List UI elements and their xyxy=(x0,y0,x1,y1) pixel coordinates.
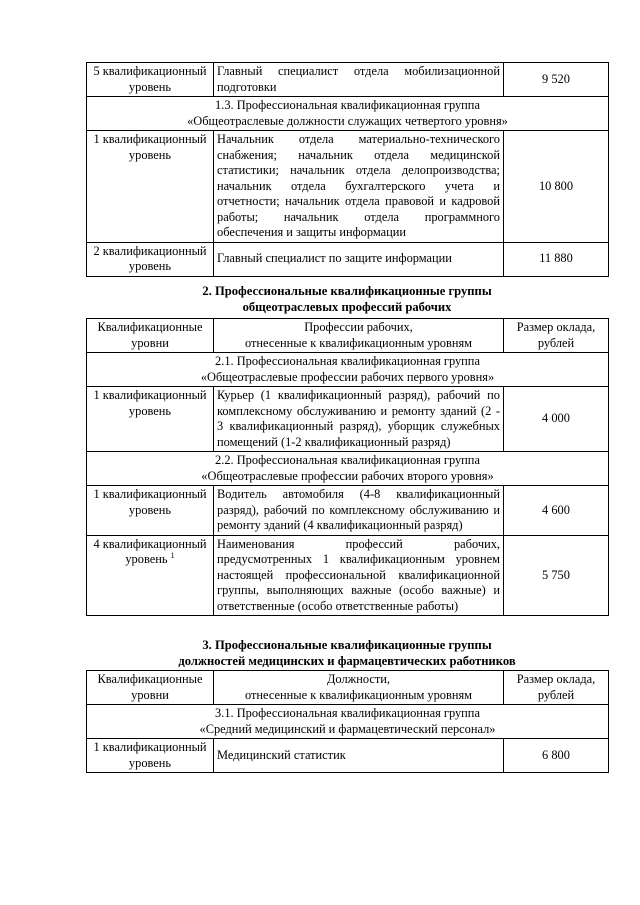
table-row xyxy=(87,486,609,536)
group-title: «Общеотраслевые профессии рабочих первого уровня» xyxy=(200,369,495,384)
salary-cell: 11 880 xyxy=(504,242,609,276)
profession-cell: Наименования профессий рабочих, предусмотренных 1 квалификационным уровнем настоящей профессиональной квалификационной группы, выполняющих важные (особо важные) и ответственные (особо ответственные работы) xyxy=(214,535,504,616)
level-cell: 5 квалификационный уровень xyxy=(87,63,214,97)
salary-cell: 4 600 xyxy=(504,486,609,536)
group-title: «Общеотраслевые должности служащих четвертого уровня» xyxy=(187,113,508,128)
group-title: «Общеотраслевые профессии рабочих второго уровня» xyxy=(201,468,494,483)
group-number: 2.1. Профессиональная квалификационная группа xyxy=(215,354,480,368)
table-row xyxy=(87,242,609,276)
header-positions xyxy=(214,671,504,705)
section-2-title-line1: 2. Профессиональные квалификационные группы xyxy=(202,284,492,298)
profession-cell: Водитель автомобиля (4-8 квалификационный разряд), рабочий по комплексному обслуживанию и ремонту зданий (4 квалификационный разряд) xyxy=(214,486,504,536)
group-row xyxy=(87,452,609,486)
group-row xyxy=(87,353,609,387)
salary-cell: 9 520 xyxy=(504,63,609,97)
group-title: «Средний медицинский и фармацевтический персонал» xyxy=(199,721,496,736)
salary-cell: 5 750 xyxy=(504,535,609,616)
group-heading xyxy=(87,452,609,486)
table-employee-positions xyxy=(86,62,609,277)
salary-cell: 6 800 xyxy=(504,739,609,773)
header-row xyxy=(87,319,609,353)
header-positions-line1: Должности, xyxy=(326,672,390,686)
table-row xyxy=(87,387,609,452)
table-row xyxy=(87,131,609,243)
level-line1: 4 квалификационный xyxy=(93,536,207,551)
header-levels: Квалификационные уровни xyxy=(87,671,214,705)
level-cell xyxy=(87,535,214,616)
profession-cell: Курьер (1 квалификационный разряд), рабочий по комплексному обслуживанию и ремонту зданий (2 - 3 квалификационный разряд), уборщик служебных помещений (1-2 квалификационный разряд) xyxy=(214,387,504,452)
position-cell: Медицинский статистик xyxy=(214,739,504,773)
position-cell: Главный специалист отдела мобилизационной подготовки xyxy=(214,63,504,97)
header-salary: Размер оклада, рублей xyxy=(504,319,609,353)
table-row xyxy=(87,535,609,616)
group-heading xyxy=(87,97,609,131)
header-professions-line2: отнесенные к квалификационным уровням xyxy=(244,335,473,350)
group-number: 1.3. Профессиональная квалификационная группа xyxy=(215,98,480,112)
level-cell: 2 квалификационный уровень xyxy=(87,242,214,276)
section-3-title xyxy=(86,638,608,669)
group-heading xyxy=(87,705,609,739)
section-3-title-line2: должностей медицинских и фармацевтических работников xyxy=(178,653,516,668)
header-levels: Квалификационные уровни xyxy=(87,319,214,353)
header-positions-line2: отнесенные к квалификационным уровням xyxy=(244,687,473,702)
level-line2: уровень xyxy=(125,552,168,566)
level-cell: 1 квалификационный уровень xyxy=(87,131,214,243)
table-worker-professions xyxy=(86,318,609,616)
header-row xyxy=(87,671,609,705)
header-salary: Размер оклада, рублей xyxy=(504,671,609,705)
group-row xyxy=(87,705,609,739)
salary-cell: 4 000 xyxy=(504,387,609,452)
level-cell: 1 квалификационный уровень xyxy=(87,387,214,452)
group-row xyxy=(87,97,609,131)
table-row xyxy=(87,63,609,97)
footnote-marker: 1 xyxy=(170,550,175,560)
table-medical-positions xyxy=(86,670,609,773)
level-cell: 1 квалификационный уровень xyxy=(87,486,214,536)
section-2-title xyxy=(86,284,608,315)
group-number: 3.1. Профессиональная квалификационная группа xyxy=(215,706,480,720)
position-cell: Главный специалист по защите информации xyxy=(214,242,504,276)
position-cell: Начальник отдела материально-технического снабжения; начальник отдела медицинской статистики; начальник отдела делопроизводства; начальник отдела бухгалтерского учета и отчетности; начальник отдела правовой и кадровой работы; начальник отдела программного обеспечения и защиты информации xyxy=(214,131,504,243)
section-3-title-line1: 3. Профессиональные квалификационные группы xyxy=(202,638,492,652)
table-row xyxy=(87,739,609,773)
header-professions xyxy=(214,319,504,353)
group-number: 2.2. Профессиональная квалификационная группа xyxy=(215,453,480,467)
level-cell: 1 квалификационный уровень xyxy=(87,739,214,773)
section-2-title-line2: общеотраслевых профессий рабочих xyxy=(242,299,452,314)
header-professions-line1: Профессии рабочих, xyxy=(304,320,413,334)
salary-cell: 10 800 xyxy=(504,131,609,243)
group-heading xyxy=(87,353,609,387)
